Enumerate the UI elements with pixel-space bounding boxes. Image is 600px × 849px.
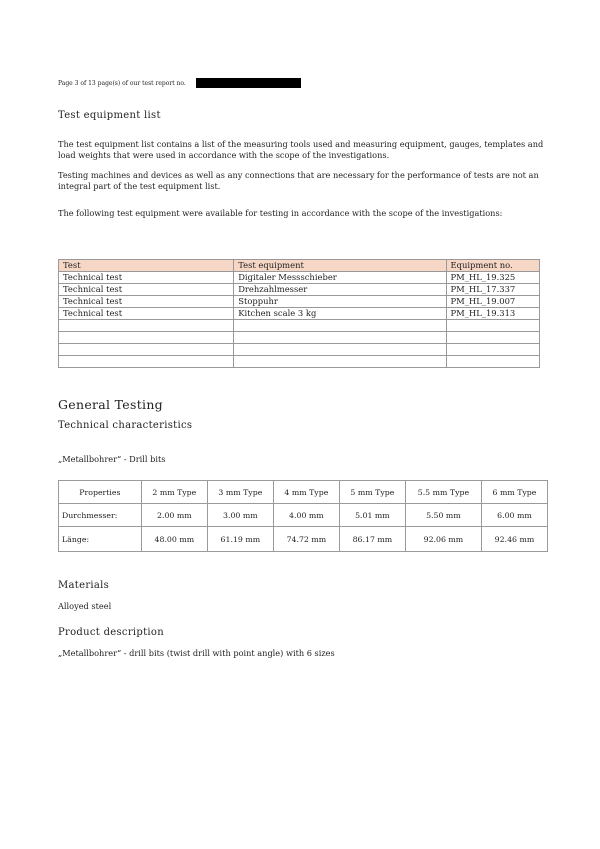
redacted-report-number xyxy=(196,78,301,88)
table-row xyxy=(59,272,540,284)
cell-value: 92.06 mm xyxy=(405,527,481,552)
column-header-6mm: 6 mm Type xyxy=(481,481,547,504)
cell-equipment: Kitchen scale 3 kg xyxy=(234,308,446,320)
column-header-test: Test xyxy=(59,260,234,272)
cell-test: Technical test xyxy=(59,284,234,296)
table-row-empty xyxy=(59,320,540,332)
table-row-length xyxy=(59,527,548,552)
row-label-length: Länge: xyxy=(59,527,142,552)
cell-empty xyxy=(234,356,446,368)
cell-value: 86.17 mm xyxy=(339,527,405,552)
paragraph-equipment-available: The following test equipment were available for testing in accordance with the scope of the investigations: xyxy=(58,208,503,218)
cell-test: Technical test xyxy=(59,272,234,284)
cell-value: 2.00 mm xyxy=(141,504,207,527)
table-row-diameter xyxy=(59,504,548,527)
cell-empty xyxy=(234,344,446,356)
section-title-materials: Materials xyxy=(58,580,110,591)
cell-empty xyxy=(59,344,234,356)
properties-table xyxy=(58,480,548,552)
cell-value: 5.01 mm xyxy=(339,504,405,527)
column-header-equipment: Test equipment xyxy=(234,260,446,272)
cell-value: 92.46 mm xyxy=(481,527,547,552)
cell-test: Technical test xyxy=(59,296,234,308)
page-header: Page 3 of 13 page(s) of our test report no. xyxy=(58,80,186,87)
cell-value: 4.00 mm xyxy=(273,504,339,527)
row-label-diameter: Durchmesser: xyxy=(59,504,142,527)
table-row-empty xyxy=(59,344,540,356)
table-header-row xyxy=(59,481,548,504)
product-description-value: „Metallbohrer“ - drill bits (twist drill with point angle) with 6 sizes xyxy=(58,648,335,658)
section-title-equipment: Test equipment list xyxy=(58,110,161,121)
cell-equipment: Digitaler Messschieber xyxy=(234,272,446,284)
cell-value: 48.00 mm xyxy=(141,527,207,552)
section-title-general: General Testing xyxy=(58,397,163,412)
cell-empty xyxy=(59,320,234,332)
cell-equipment-no: PM_HL_19.007 xyxy=(446,296,540,308)
cell-empty xyxy=(446,332,540,344)
cell-equipment: Drehzahlmesser xyxy=(234,284,446,296)
column-header-5-5mm: 5.5 mm Type xyxy=(405,481,481,504)
cell-equipment-no: PM_HL_17.337 xyxy=(446,284,540,296)
product-line: „Metallbohrer“ - Drill bits xyxy=(58,454,166,464)
cell-empty xyxy=(234,320,446,332)
cell-empty xyxy=(59,356,234,368)
table-row xyxy=(59,308,540,320)
section-title-product-description: Product description xyxy=(58,627,164,638)
cell-equipment: Stoppuhr xyxy=(234,296,446,308)
cell-value: 6.00 mm xyxy=(481,504,547,527)
cell-empty xyxy=(446,320,540,332)
table-row xyxy=(59,284,540,296)
cell-test: Technical test xyxy=(59,308,234,320)
cell-equipment-no: PM_HL_19.325 xyxy=(446,272,540,284)
column-header-equipment-no: Equipment no. xyxy=(446,260,540,272)
cell-value: 74.72 mm xyxy=(273,527,339,552)
materials-value: Alloyed steel xyxy=(58,601,112,611)
table-row-empty xyxy=(59,332,540,344)
equipment-table xyxy=(58,259,540,368)
column-header-2mm: 2 mm Type xyxy=(141,481,207,504)
column-header-3mm: 3 mm Type xyxy=(207,481,273,504)
table-header-row xyxy=(59,260,540,272)
table-row-empty xyxy=(59,356,540,368)
paragraph-equipment-intro: The test equipment list contains a list of the measuring tools used and measuring equipment, gauges, templates and load weights that were used in accordance with the scope of the investigations. xyxy=(58,139,544,160)
cell-empty xyxy=(59,332,234,344)
paragraph-equipment-scope: Testing machines and devices as well as any connections that are necessary for the performance of tests are not an integral part of the test equipment list. xyxy=(58,170,539,191)
cell-empty xyxy=(234,332,446,344)
column-header-5mm: 5 mm Type xyxy=(339,481,405,504)
cell-value: 3.00 mm xyxy=(207,504,273,527)
cell-value: 61.19 mm xyxy=(207,527,273,552)
cell-equipment-no: PM_HL_19.313 xyxy=(446,308,540,320)
column-header-4mm: 4 mm Type xyxy=(273,481,339,504)
cell-value: 5.50 mm xyxy=(405,504,481,527)
cell-empty xyxy=(446,344,540,356)
table-row xyxy=(59,296,540,308)
column-header-properties: Properties xyxy=(59,481,142,504)
section-subtitle-technical: Technical characteristics xyxy=(58,420,193,431)
cell-empty xyxy=(446,356,540,368)
